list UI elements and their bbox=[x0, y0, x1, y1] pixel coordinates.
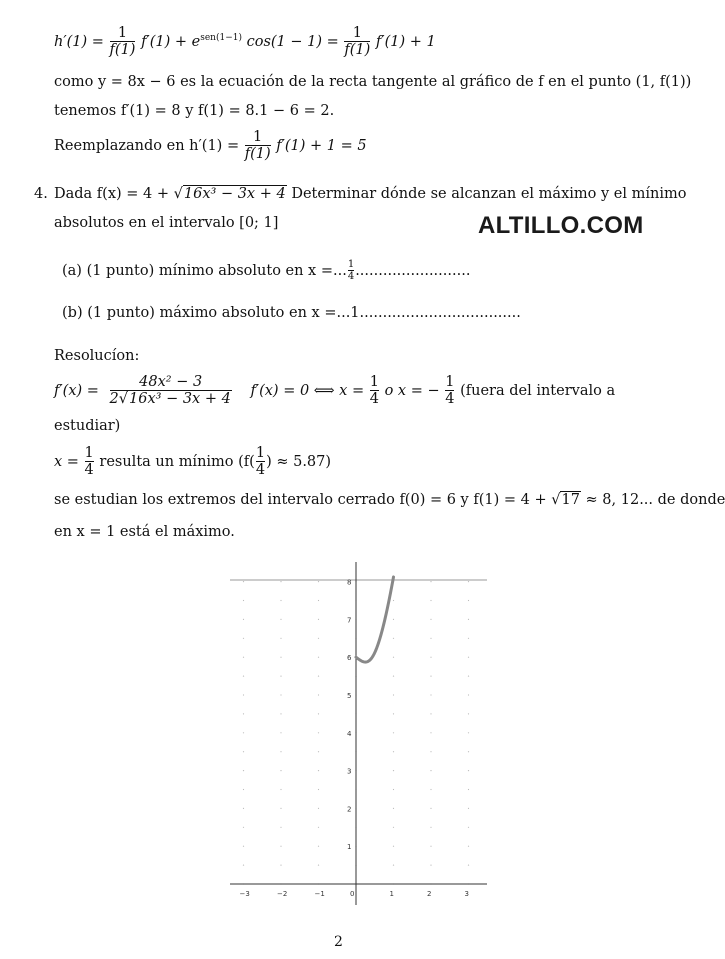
numerator: 48x² − 3 bbox=[139, 374, 203, 390]
grid-dot bbox=[393, 638, 394, 639]
grid-dot bbox=[280, 638, 281, 639]
grid-dot bbox=[430, 600, 431, 601]
text: se estudian los extremos del intervalo cerrado f(0) = 6 y f(1) = 4 + bbox=[54, 492, 547, 508]
grid-dot bbox=[318, 827, 319, 828]
y-tick-label: 5 bbox=[347, 692, 352, 700]
grid-dot bbox=[280, 694, 281, 695]
grid-dot bbox=[468, 827, 469, 828]
paragraph-line: tenemos f′(1) = 8 y f(1) = 8.1 − 6 = 2. bbox=[54, 103, 335, 119]
grid-dot bbox=[468, 732, 469, 733]
grid-dot bbox=[280, 751, 281, 752]
grid-dot bbox=[393, 732, 394, 733]
text: (a) (1 punto) mínimo absoluto en x =... bbox=[62, 263, 347, 279]
grid-dot bbox=[430, 657, 431, 658]
text: o x = − bbox=[384, 383, 440, 399]
grid-dot bbox=[243, 600, 244, 601]
denominator: 4 bbox=[255, 462, 266, 478]
grid-dot bbox=[318, 770, 319, 771]
x-tick-labels bbox=[240, 890, 469, 898]
grid-dot bbox=[468, 638, 469, 639]
numerator: 1 bbox=[352, 25, 362, 41]
grid-dot bbox=[243, 676, 244, 677]
grid-dot bbox=[468, 713, 469, 714]
grid-dot bbox=[430, 638, 431, 639]
grid-dot bbox=[318, 619, 319, 620]
grid-dot bbox=[280, 600, 281, 601]
grid-dot bbox=[243, 827, 244, 828]
grid-dot bbox=[430, 732, 431, 733]
grid-dot bbox=[430, 827, 431, 828]
text: Reemplazando en h′(1) = bbox=[54, 138, 240, 154]
radicand: 16x³ − 3x + 4 bbox=[129, 391, 231, 407]
text: Determinar dónde se alcanzan el máximo y el mínimo bbox=[291, 186, 687, 202]
h-prime-lhs: h′(1) = bbox=[54, 34, 104, 50]
grid-dot bbox=[243, 846, 244, 847]
y-tick-label: 2 bbox=[347, 805, 352, 814]
grid-dot bbox=[280, 581, 281, 582]
grid-dot bbox=[243, 713, 244, 714]
term: cos(1 − 1) = bbox=[246, 34, 339, 50]
denominator: f(1) bbox=[109, 42, 136, 58]
grid-dot bbox=[318, 581, 319, 582]
x-tick-label: −2 bbox=[277, 890, 288, 898]
grid-dot bbox=[318, 713, 319, 714]
radicand: 16x³ − 3x + 4 bbox=[183, 186, 286, 202]
numerator: 1 bbox=[445, 374, 455, 390]
x-tick-label: 1 bbox=[389, 890, 394, 898]
grid-dot bbox=[243, 657, 244, 658]
grid-dot bbox=[280, 713, 281, 714]
y-tick-label: 6 bbox=[347, 654, 352, 663]
grid-dot bbox=[318, 600, 319, 601]
grid-dot bbox=[393, 865, 394, 866]
text: resulta un mínimo (f( bbox=[99, 454, 255, 470]
text: ) ≈ 5.87) bbox=[266, 454, 332, 470]
question-part-b: (b) (1 punto) máximo absoluto en x =...1................................... bbox=[62, 305, 521, 321]
grid-dot bbox=[318, 865, 319, 866]
sqrt-symbol: √ bbox=[551, 492, 561, 508]
coef: 2 bbox=[109, 391, 119, 407]
paragraph-line: como y = 8x − 6 es la ecuación de la recta tangente al gráfico de f en el punto (1, f(1)) bbox=[54, 74, 692, 90]
grid-dot bbox=[393, 846, 394, 847]
grid-dot bbox=[393, 657, 394, 658]
denominator: 4 bbox=[347, 271, 355, 282]
grid-dot bbox=[430, 581, 431, 582]
numerator: 1 bbox=[347, 259, 355, 270]
x-tick-label: −1 bbox=[314, 890, 325, 898]
grid-dot bbox=[468, 808, 469, 809]
text: f′(x) = bbox=[54, 383, 99, 399]
grid-dot bbox=[430, 770, 431, 771]
grid-dot bbox=[243, 732, 244, 733]
grid-dot bbox=[468, 619, 469, 620]
grid-dot bbox=[468, 600, 469, 601]
grid-dot bbox=[243, 865, 244, 866]
grid-dot bbox=[243, 619, 244, 620]
resolution-heading: Resolucíon: bbox=[54, 348, 140, 364]
grid-dot bbox=[318, 676, 319, 677]
grid-dot bbox=[393, 713, 394, 714]
grid-dot bbox=[243, 789, 244, 790]
text: (fuera del intervalo a bbox=[460, 383, 616, 399]
grid-dot bbox=[318, 657, 319, 658]
grid-dot bbox=[430, 789, 431, 790]
grid-dot bbox=[393, 827, 394, 828]
grid-dot bbox=[318, 751, 319, 752]
grid-dot bbox=[280, 619, 281, 620]
grid-dot bbox=[468, 657, 469, 658]
grid-dot bbox=[243, 770, 244, 771]
derivative-line2: estudiar) bbox=[54, 418, 121, 434]
numerator: 1 bbox=[253, 129, 263, 145]
y-tick-label: 1 bbox=[347, 843, 352, 852]
sqrt-symbol: √ bbox=[118, 391, 129, 407]
grid-dot bbox=[393, 808, 394, 809]
grid-dot bbox=[393, 619, 394, 620]
grid-dot bbox=[393, 789, 394, 790]
x-tick-label: 0 bbox=[350, 890, 355, 898]
y-tick-label: 8 bbox=[347, 578, 352, 587]
grid-dot bbox=[280, 732, 281, 733]
numerator: 1 bbox=[117, 25, 128, 41]
radicand: 17 bbox=[561, 492, 580, 508]
grid-dot bbox=[280, 827, 281, 828]
grid-dot bbox=[280, 676, 281, 677]
text: x = bbox=[54, 454, 79, 470]
denominator: f(1) bbox=[344, 42, 371, 58]
term: f′(1) + 1 bbox=[375, 34, 436, 50]
denominator: 4 bbox=[84, 462, 94, 478]
grid-dot bbox=[318, 808, 319, 809]
grid-dot bbox=[318, 694, 319, 695]
function-curve bbox=[356, 577, 394, 662]
dots: ......................... bbox=[355, 263, 471, 279]
y-tick-label: 3 bbox=[347, 767, 352, 776]
grid-dot bbox=[468, 694, 469, 695]
watermark-logo: ALTILLO.COM bbox=[478, 212, 644, 239]
grid-dot bbox=[430, 751, 431, 752]
exponent: sen(1−1) bbox=[200, 33, 242, 44]
text: f′(x) = 0 ⟺ x = bbox=[250, 383, 365, 399]
text: ≈ 8, 12... de donde bbox=[585, 492, 725, 508]
grid-dot bbox=[430, 694, 431, 695]
grid-dot bbox=[430, 846, 431, 847]
grid-dot bbox=[243, 808, 244, 809]
grid-dot bbox=[393, 676, 394, 677]
grid-dot bbox=[468, 676, 469, 677]
question-number: 4. bbox=[34, 186, 48, 202]
extremes-line2: en x = 1 está el máximo. bbox=[54, 524, 235, 540]
numerator: 1 bbox=[369, 374, 379, 390]
numerator: 1 bbox=[84, 445, 94, 461]
grid-dot bbox=[243, 751, 244, 752]
numerator: 1 bbox=[255, 445, 266, 461]
grid-dot bbox=[430, 713, 431, 714]
grid-dot bbox=[243, 638, 244, 639]
page-number: 2 bbox=[334, 934, 343, 950]
sqrt-symbol: √ bbox=[173, 186, 183, 202]
text: Dada f(x) = 4 + bbox=[54, 186, 170, 202]
grid-dot bbox=[280, 865, 281, 866]
x-tick-label: 3 bbox=[464, 890, 469, 898]
text: f′(1) + 1 = 5 bbox=[276, 138, 367, 154]
grid-dot bbox=[468, 865, 469, 866]
grid-dot bbox=[430, 865, 431, 866]
denominator: 4 bbox=[369, 391, 379, 407]
grid-dot bbox=[393, 751, 394, 752]
grid-dot bbox=[318, 732, 319, 733]
grid-dot bbox=[318, 846, 319, 847]
denominator: f(1) bbox=[244, 146, 271, 162]
grid-dot bbox=[280, 846, 281, 847]
grid-dot bbox=[280, 657, 281, 658]
grid-dot bbox=[318, 789, 319, 790]
x-tick-label: 2 bbox=[427, 890, 432, 898]
grid-dot bbox=[393, 770, 394, 771]
grid-dot bbox=[280, 808, 281, 809]
grid-dot bbox=[468, 770, 469, 771]
grid-dot bbox=[430, 676, 431, 677]
grid-dot bbox=[468, 789, 469, 790]
x-tick-label: −3 bbox=[239, 890, 250, 898]
denominator: 4 bbox=[445, 391, 455, 407]
y-tick-labels bbox=[347, 579, 352, 852]
grid-dot bbox=[393, 600, 394, 601]
y-tick-label: 4 bbox=[347, 729, 352, 738]
grid-dot bbox=[280, 770, 281, 771]
y-tick-label: 7 bbox=[347, 616, 352, 625]
grid-dot bbox=[468, 751, 469, 752]
grid-dot bbox=[468, 846, 469, 847]
grid-dot bbox=[430, 619, 431, 620]
grid-dot bbox=[468, 581, 469, 582]
grid-dot bbox=[318, 638, 319, 639]
grid-dot bbox=[280, 789, 281, 790]
grid-dot bbox=[393, 694, 394, 695]
term: f′(1) + e bbox=[141, 34, 201, 50]
grid-dot bbox=[430, 808, 431, 809]
question-statement-line2: absolutos en el intervalo [0; 1] bbox=[54, 215, 279, 231]
grid-dot bbox=[243, 581, 244, 582]
grid-dot bbox=[243, 694, 244, 695]
